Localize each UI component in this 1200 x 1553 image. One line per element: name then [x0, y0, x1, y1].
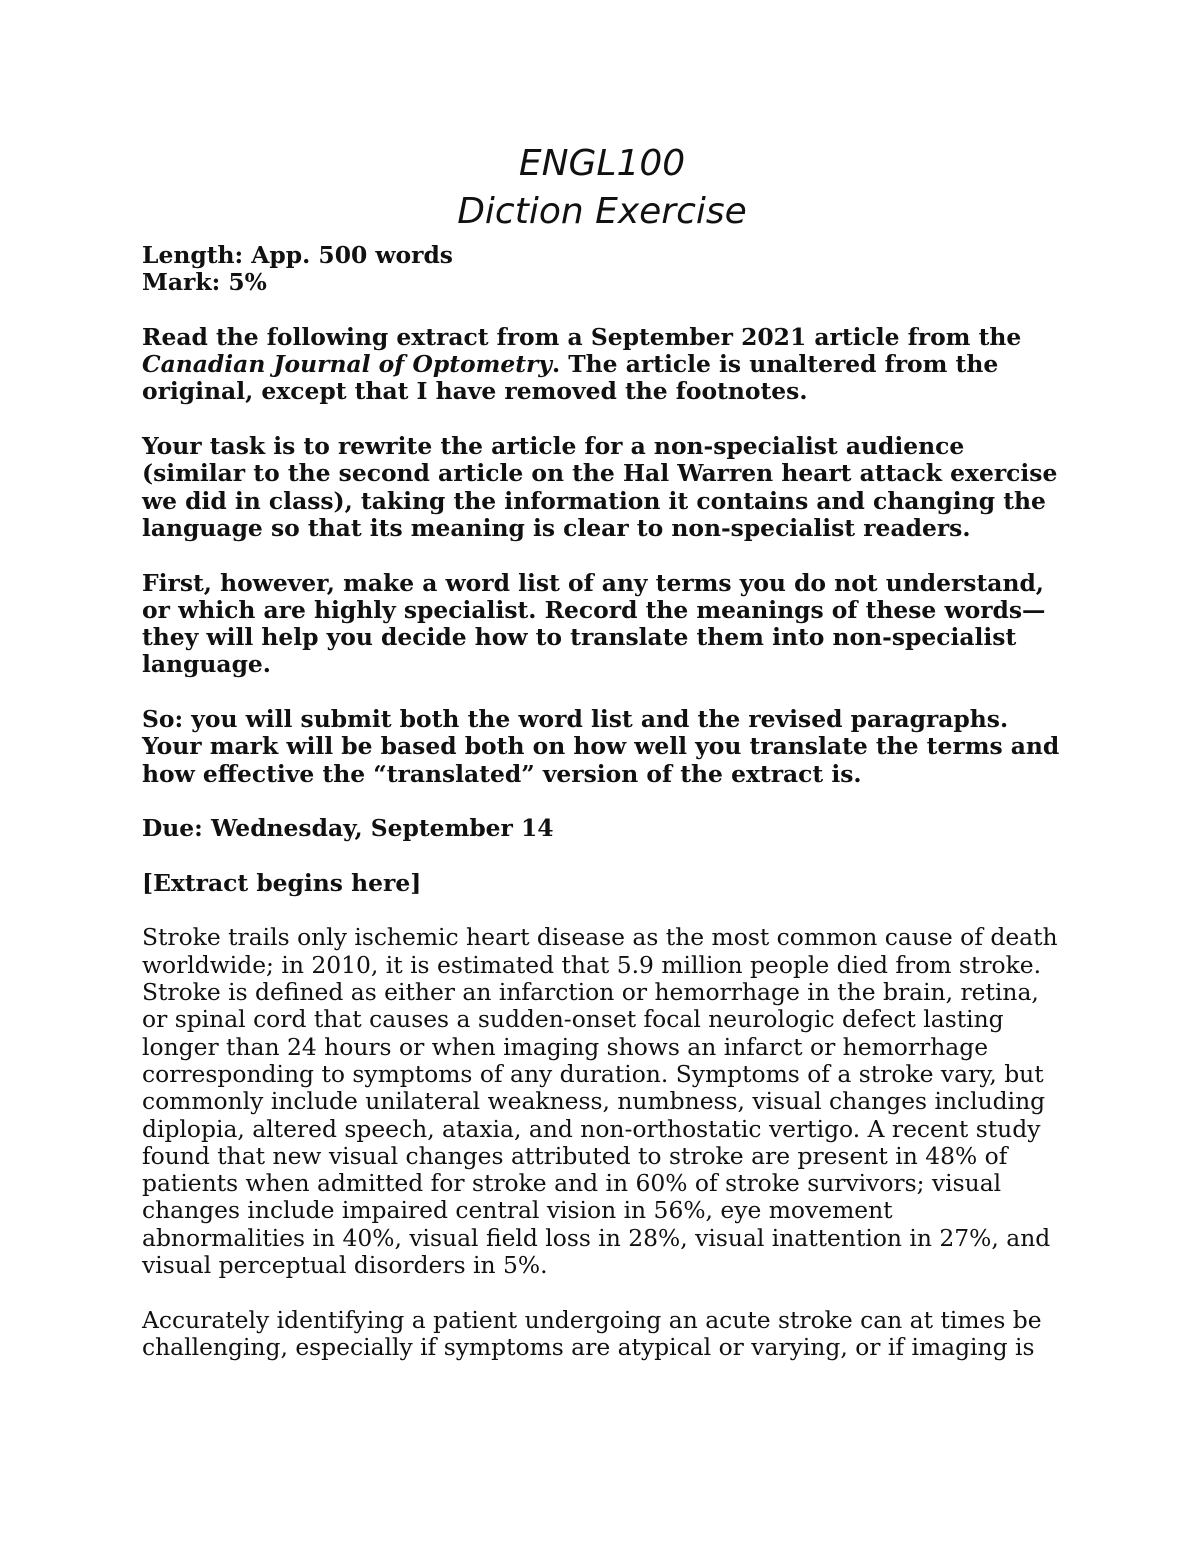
extract-paragraph-2: Accurately identifying a patient undergoing an acute stroke can at times be challenging, especially if symptoms are atypical or varying, or if imaging is — [142, 1305, 1042, 1361]
instruction-paragraph-4: So: you will submit both the word list and the revised paragraphs. Your mark will be based both on how well you translate the terms and how effective the “translated” version of the extract is. — [142, 705, 1060, 788]
mark-line: Mark: 5% — [142, 268, 267, 297]
document-body — [142, 242, 1062, 1361]
spacer — [142, 297, 1062, 324]
instruction-paragraph-3: First, however, make a word list of any terms you do not understand, or which are highly specialist. Record the meanings of these words—they will help you decide how to translate them into non-specialist language. — [142, 568, 1046, 679]
title-block — [142, 140, 1062, 236]
extract-paragraph-1: Stroke trails only ischemic heart disease as the most common cause of death worldwide; in 2010, it is estimated that 5.9 million people died from stroke. Stroke is defined as either an infarction or hemorrhage in the brain, retina, or spinal cord that causes a sudden-onset focal neurologic defect lasting longer than 24 hours or when imaging shows an infarct or hemorrhage corresponding to symptoms of any duration. Symptoms of a stroke vary, but commonly include unilateral weakness, numbness, visual changes including diplopia, altered speech, ataxia, and non-orthostatic vertigo. A recent study found that new visual changes attributed to stroke are present in 48% of patients when admitted for stroke and in 60% of stroke survivors; visual changes include impaired central vision in 56%, eye movement abnormalities in 40%, visual field loss in 28%, visual inattention in 27%, and visual perceptual disorders in 5%. — [142, 923, 1058, 1279]
instruction-1-before: Read the following extract from a September 2021 article from the — [142, 322, 1022, 351]
assignment-meta — [142, 242, 1062, 297]
course-code: ENGL100 — [518, 143, 686, 184]
length-line: Length: App. 500 words — [142, 241, 453, 269]
instruction-1-after: . The article is unaltered from the original, except that I have removed the footnotes. — [142, 350, 999, 406]
assignment-title: Diction Exercise — [457, 191, 747, 232]
instruction-paragraph-1 — [142, 324, 1062, 406]
journal-name: Canadian Journal of Optometry — [142, 350, 552, 379]
instruction-paragraph-2: Your task is to rewrite the article for a non-specialist audience (similar to the second article on the Hal Warren heart attack exercise we did in class), taking the information it contains and changing the language so that its meaning is clear to non-specialist readers. — [142, 432, 1058, 542]
document-page — [142, 140, 1062, 1388]
extract-marker: [Extract begins here] — [142, 868, 422, 897]
due-date: Due: Wednesday, September 14 — [142, 814, 554, 843]
